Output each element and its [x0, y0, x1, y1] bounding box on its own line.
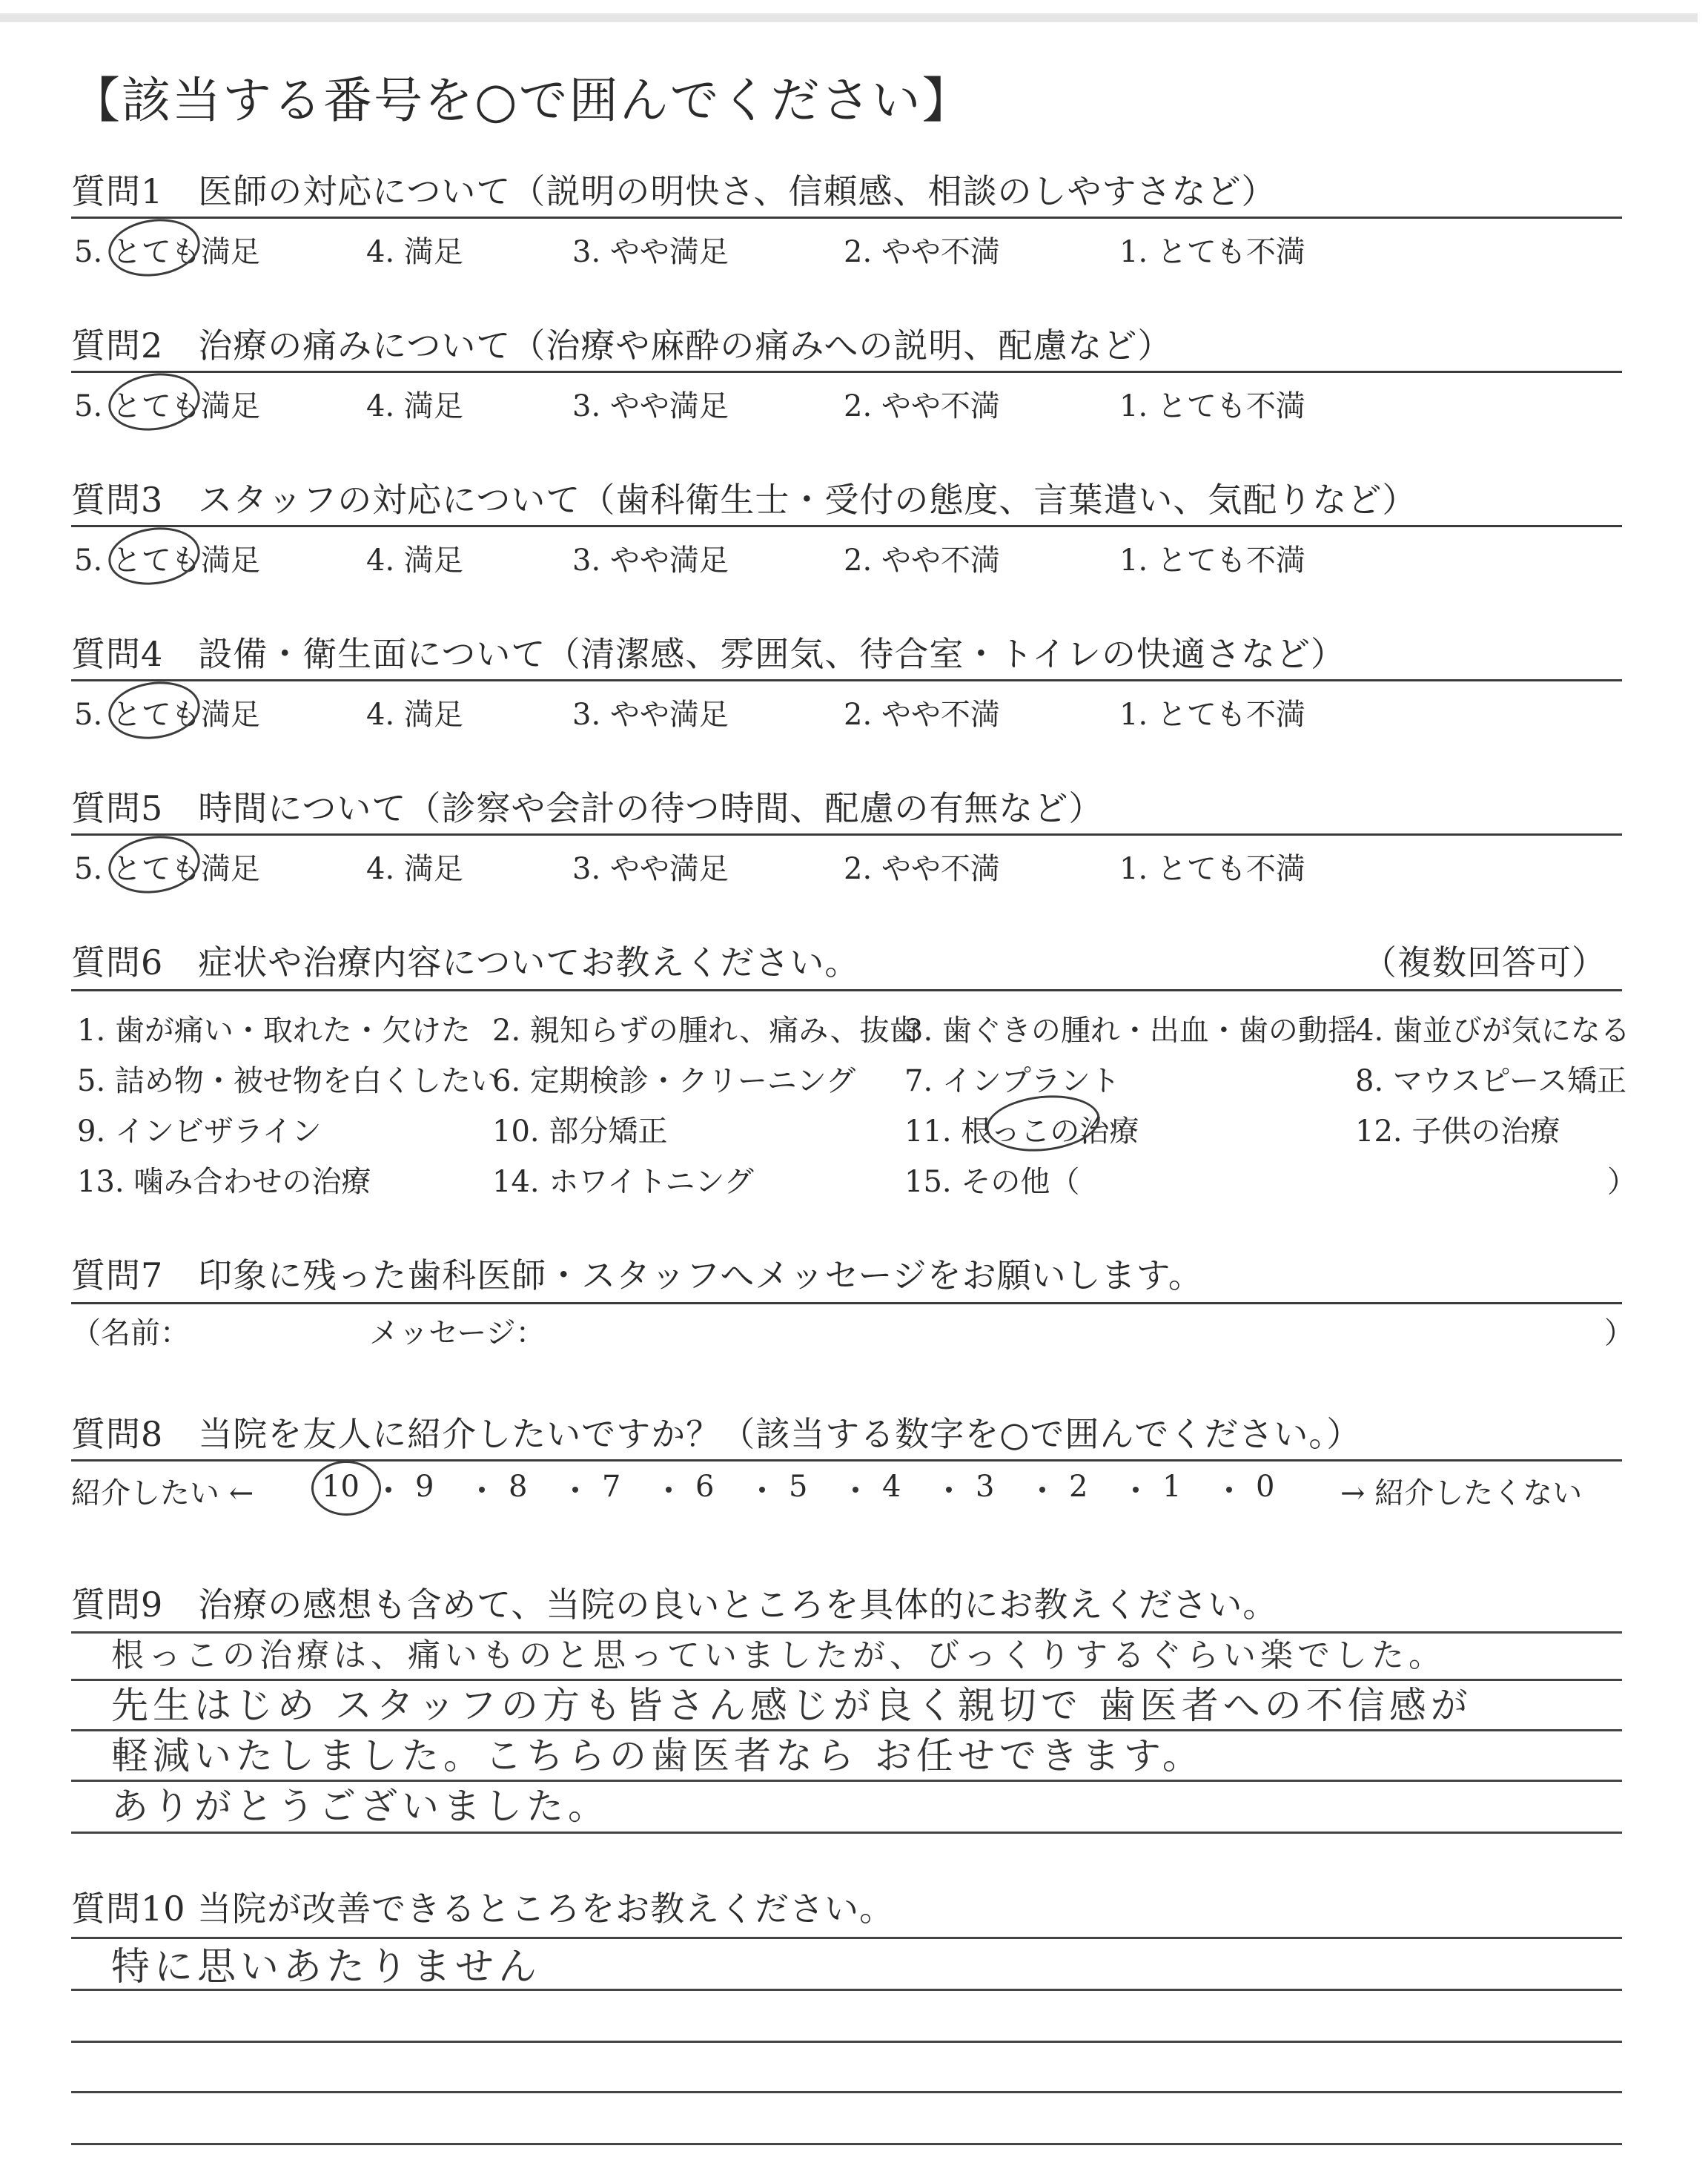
q5-option-1[interactable]: 1. とても不満: [1119, 852, 1305, 886]
q8-scale-value[interactable]: 0: [1256, 1470, 1275, 1504]
q5-option-2[interactable]: 2. やや不満: [844, 852, 1000, 886]
q10-answer-rule: [71, 2041, 1622, 2043]
q8-scale-value[interactable]: 5: [789, 1470, 808, 1504]
q5-option-3[interactable]: 3. やや満足: [572, 852, 729, 886]
q8-scale-separator: [1133, 1487, 1139, 1493]
q8-scale-separator: [946, 1487, 952, 1493]
q8-scale-separator: [853, 1487, 858, 1493]
q3-option-1[interactable]: 1. とても不満: [1119, 544, 1305, 578]
q7-message-label: メッセージ：: [369, 1316, 546, 1350]
q2-option-1[interactable]: 1. とても不満: [1119, 389, 1305, 423]
q8-scale-separator: [1039, 1487, 1045, 1493]
q9-title: 質問9 治療の感想も含めて、当院の良いところを具体的にお教えください。: [71, 1585, 1278, 1625]
q5-title: 質問5 時間について（診察や会計の待つ時間、配慮の有無など）: [71, 788, 1104, 828]
q5-rule: [71, 833, 1622, 836]
q6-other-close: ）: [1607, 1165, 1637, 1199]
q2-option-3[interactable]: 3. やや満足: [572, 389, 729, 423]
q8-scale-value[interactable]: 1: [1162, 1470, 1182, 1504]
q7-rule: [71, 1302, 1622, 1304]
q8-scale-value[interactable]: 4: [882, 1470, 901, 1504]
q6-option[interactable]: 8. マウスピース矯正: [1355, 1064, 1627, 1098]
q1-selected-circle: [105, 214, 203, 283]
q3-rule: [71, 525, 1622, 527]
q6-option[interactable]: 6. 定期検診・クリーニング: [492, 1064, 856, 1098]
q5-selected-circle: [105, 830, 203, 899]
q8-scale-separator: [759, 1487, 765, 1493]
q5-option-5[interactable]: 5. とても満足: [74, 852, 260, 886]
q6-option[interactable]: 12. 子供の治療: [1355, 1114, 1560, 1149]
q3-option-5[interactable]: 5. とても満足: [74, 544, 260, 578]
q8-title: 質問8 当院を友人に紹介したいですか？（該当する数字を○で囲んでください。）: [71, 1414, 1362, 1454]
q10-handwritten-line: 特に思いあたりません: [111, 1945, 542, 1989]
q8-scale-separator: [572, 1487, 578, 1493]
q6-option[interactable]: 2. 親知らずの腫れ、痛み、抜歯: [492, 1014, 919, 1048]
instruction-heading: 【該当する番号を○で囲んでください】: [71, 72, 973, 129]
q2-option-5[interactable]: 5. とても満足: [74, 389, 260, 423]
q3-selected-circle: [105, 522, 203, 591]
q6-title: 質問6 症状や治療内容についてお教えください。: [71, 942, 860, 982]
q6-option[interactable]: 3. 歯ぐきの腫れ・出血・歯の動揺: [904, 1014, 1357, 1048]
q2-rule: [71, 371, 1622, 373]
q1-option-1[interactable]: 1. とても不満: [1119, 235, 1305, 269]
q2-option-2[interactable]: 2. やや不満: [844, 389, 1000, 423]
q10-answer-rule: [71, 2091, 1622, 2093]
q9-handwritten-line: ありがとうございました。: [111, 1785, 609, 1828]
q1-option-5[interactable]: 5. とても満足: [74, 235, 260, 269]
q8-scale-value[interactable]: 7: [602, 1470, 621, 1504]
q6-option[interactable]: 11. 根っこの治療: [904, 1114, 1139, 1149]
q8-scale-separator: [666, 1487, 672, 1493]
q1-title: 質問1 医師の対応について（説明の明快さ、信頼感、相談のしやすさなど）: [71, 171, 1277, 211]
q6-option[interactable]: 1. 歯が痛い・取れた・欠けた: [77, 1014, 471, 1048]
q2-selected-circle: [105, 368, 203, 437]
q6-note: （複数回答可）: [1363, 942, 1606, 982]
q4-option-5[interactable]: 5. とても満足: [74, 698, 260, 732]
q8-scale-separator: [1226, 1487, 1232, 1493]
q8-rule: [71, 1459, 1622, 1462]
q8-scale-value[interactable]: 10: [322, 1470, 360, 1504]
q7-close-paren: ）: [1604, 1316, 1634, 1350]
q2-option-4[interactable]: 4. 満足: [366, 389, 463, 423]
q1-rule: [71, 217, 1622, 219]
q8-left-label: 紹介したい ←: [71, 1476, 254, 1510]
q6-option[interactable]: 10. 部分矯正: [492, 1114, 668, 1149]
q8-scale-value[interactable]: 8: [509, 1470, 528, 1504]
q4-selected-circle: [105, 676, 203, 745]
q3-option-2[interactable]: 2. やや不満: [844, 544, 1000, 578]
q10-title: 質問10 当院が改善できるところをお教えください。: [71, 1889, 895, 1929]
q8-scale-separator: [479, 1487, 485, 1493]
q6-option[interactable]: 9. インビザライン: [77, 1114, 322, 1149]
q3-option-3[interactable]: 3. やや満足: [572, 544, 729, 578]
q8-scale-value[interactable]: 3: [976, 1470, 995, 1504]
q4-rule: [71, 679, 1622, 681]
q8-scale-separator: [385, 1487, 391, 1493]
q1-option-3[interactable]: 3. やや満足: [572, 235, 729, 269]
q3-option-4[interactable]: 4. 満足: [366, 544, 463, 578]
q6-option[interactable]: 5. 詰め物・被せ物を白くしたい: [77, 1064, 500, 1098]
q7-title: 質問7 印象に残った歯科医師・スタッフへメッセージをお願いします。: [71, 1255, 1203, 1295]
q1-option-4[interactable]: 4. 満足: [366, 235, 463, 269]
q8-selected-circle: [311, 1461, 381, 1516]
q2-title: 質問2 治療の痛みについて（治療や麻酔の痛みへの説明、配慮など）: [71, 326, 1173, 366]
q6-option[interactable]: 14. ホワイトニング: [492, 1165, 754, 1199]
q7-name-label: （名前：: [71, 1316, 190, 1350]
q4-option-2[interactable]: 2. やや不満: [844, 698, 1000, 732]
q8-scale-value[interactable]: 9: [415, 1470, 434, 1504]
q4-option-3[interactable]: 3. やや満足: [572, 698, 729, 732]
q4-option-1[interactable]: 1. とても不満: [1119, 698, 1305, 732]
q8-scale-value[interactable]: 6: [695, 1470, 715, 1504]
q3-title: 質問3 スタッフの対応について（歯科衛生士・受付の態度、言葉遣い、気配りなど）: [71, 480, 1417, 520]
q9-handwritten-line: 根っこの治療は、痛いものと思っていましたが、びっくりするぐらい楽でした。: [111, 1636, 1446, 1674]
q5-option-4[interactable]: 4. 満足: [366, 852, 463, 886]
q6-option[interactable]: 15. その他（: [904, 1165, 1080, 1199]
q10-answer-rule: [71, 2143, 1622, 2145]
q8-scale-value[interactable]: 2: [1069, 1470, 1088, 1504]
scan-top-edge: [0, 13, 1698, 22]
q9-handwritten-line: 先生はじめ スタッフの方も皆さん感じが良く親切で 歯医者への不信感が: [111, 1684, 1472, 1727]
q4-option-4[interactable]: 4. 満足: [366, 698, 463, 732]
q8-right-label: → 紹介したくない: [1340, 1476, 1583, 1510]
q6-option[interactable]: 13. 噛み合わせの治療: [77, 1165, 371, 1199]
q6-rule: [71, 989, 1622, 991]
q9-handwritten-line: 軽減いたしました。こちらの歯医者なら お任せできます。: [111, 1734, 1204, 1777]
q9-answer-rule: [71, 1832, 1622, 1834]
q6-option[interactable]: 4. 歯並びが気になる: [1355, 1014, 1630, 1048]
q4-title: 質問4 設備・衛生面について（清潔感、雰囲気、待合室・トイレの快適さなど）: [71, 634, 1346, 674]
q6-option[interactable]: 7. インプラント: [904, 1064, 1120, 1098]
q1-option-2[interactable]: 2. やや不満: [844, 235, 1000, 269]
